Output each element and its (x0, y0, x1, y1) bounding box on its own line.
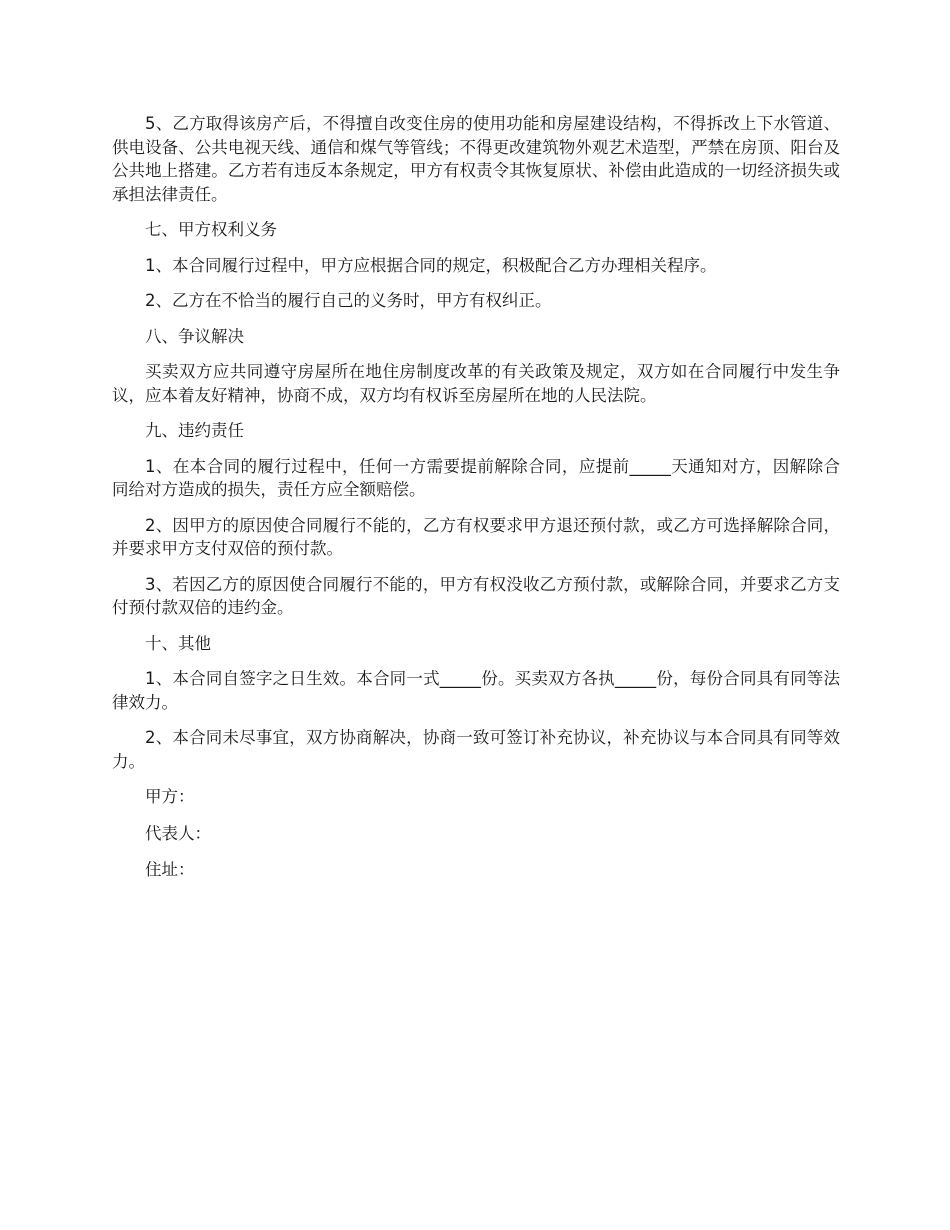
signature-representative-label: 代表人： (145, 823, 211, 843)
section-heading-other: 十、其他 (145, 633, 211, 653)
section-heading-party-a-rights: 七、甲方权利义务 (145, 220, 277, 239)
clause-5-text: 5、乙方取得该房产后，不得擅自改变住房的使用功能和房屋建设结构，不得拆改上下水管道、供电设备、公共电视天线、通信和煤气等管线；不得更改建筑物外观艺术造型，严禁在房顶、阳台及公共地上搭建。乙方若有违反本条规定，甲方有权责令其恢复原状、补偿由此造成的一切经济损失或承担法律责任。 (112, 114, 840, 204)
clause-text: 2、因甲方的原因使合同履行不能的，乙方有权要求甲方退还预付款，或乙方可选择解除合同，并要求甲方支付双倍的预付款。 (112, 515, 840, 558)
signature-party-a-label: 甲方： (145, 787, 195, 806)
signature-address-label: 住址： (145, 860, 195, 879)
clause-text: 1、本合同自签字之日生效。本合同一式_____份。买卖双方各执_____份，每份合同具有同等法律效力。 (112, 669, 840, 712)
clause-text: 3、若因乙方的原因使合同履行不能的，甲方有权没收乙方预付款，或解除合同，并要求乙方支付预付款双倍的违约金。 (112, 574, 840, 617)
clause-text: 买卖双方应共同遵守房屋所在地住房制度改革的有关政策及规定，双方如在合同履行中发生争议，应本着友好精神，协商不成，双方均有权诉至房屋所在地的人民法院。 (112, 362, 840, 405)
clause-text: 1、在本合同的履行过程中，任何一方需要提前解除合同，应提前_____天通知对方，因解除合同给对方造成的损失，责任方应全额赔偿。 (112, 456, 840, 499)
clause-text: 2、乙方在不恰当的履行自己的义务时，甲方有权纠正。 (145, 291, 552, 310)
clause-text: 1、本合同履行过程中，甲方应根据合同的规定，积极配合乙方办理相关程序。 (145, 255, 717, 275)
contract-body (112, 112, 840, 895)
section-heading-breach-liability: 九、违约责任 (145, 421, 244, 440)
clause-text: 2、本合同未尽事宜，双方协商解决，协商一致可签订补充协议，补充协议与本合同具有同等效力。 (112, 728, 840, 771)
section-heading-dispute-resolution: 八、争议解决 (145, 326, 244, 346)
